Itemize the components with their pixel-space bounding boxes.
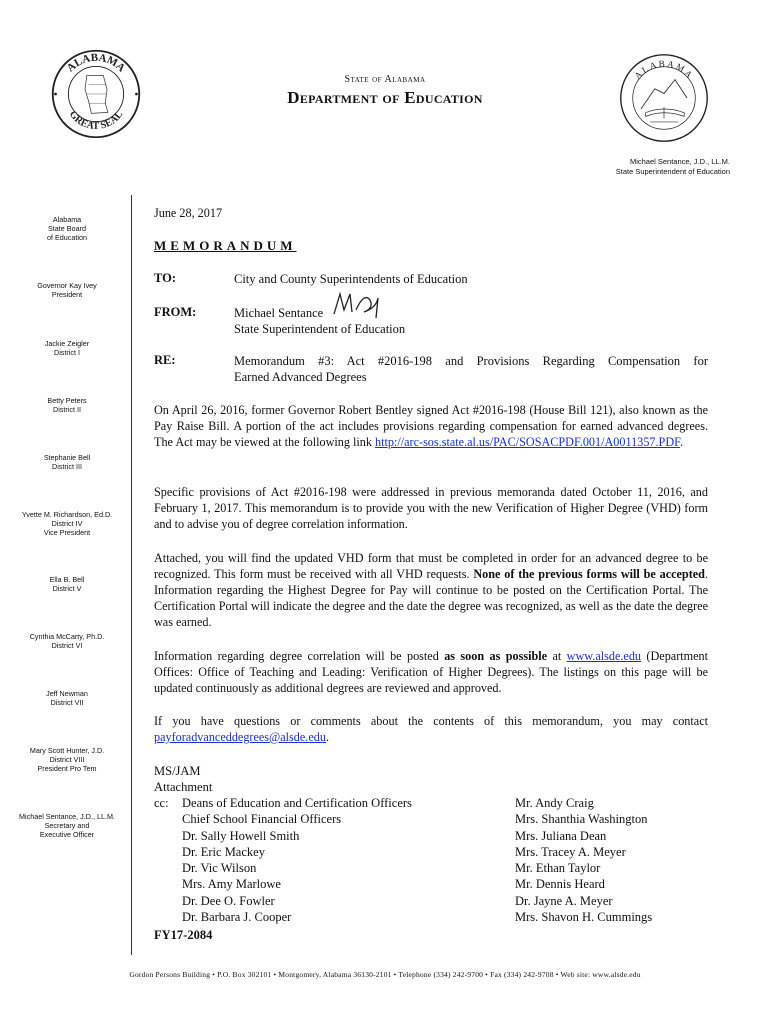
board-member [10,510,124,537]
board-member [10,396,124,414]
act-pdf-link[interactable]: http://arc-sos.state.al.us/PAC/SOSACPDF.001/A0011357.PDF [375,435,680,449]
paragraph-3-text: Attached, you will find the updated VHD form that must be completed in order for an advanced degree to be recognized. This form must be received with all VHD requests. [154,551,708,581]
board-member [10,746,124,773]
paragraph-4-text-cont: (Department Offices: Office of Teaching and Leading: Verification of Higher Degrees). The listings on this page will be updated continuously as additional degrees are reviewed and approved. [154,649,709,695]
footer-address: Gordon Persons Building • P.O. Box 302101 • Montgomery, Alabama 36130-2101 • Telephone (334) 242-9700 • Fax (334) 242-9708 • Web site: www.alsde.edu [129,970,641,979]
board-member-role: District VIII [49,755,85,764]
cc-recipient: Dr. Sally Howell Smith [182,828,300,843]
cc-recipient: Mrs. Amy Marlowe [182,877,281,892]
board-member [10,689,124,707]
board-member [10,281,124,299]
board-member-name: Stephanie Bell [43,453,91,462]
board-member-role: President Pro Tem [37,764,97,773]
re-line-2: Earned Advanced Degrees [234,370,367,384]
paragraph-3 [154,550,708,630]
cc-recipient: Mr. Dennis Heard [515,877,605,892]
reference-number: FY17-2084 [154,928,213,942]
board-member-role: Executive Officer [39,830,95,839]
board-member-role: District III [52,462,82,471]
from-label: FROM: [154,305,197,319]
cc-recipient: Chief School Financial Officers [182,812,342,827]
cc-recipient: Dr. Jayne A. Meyer [515,893,613,908]
board-heading-line: State Board [48,224,86,233]
board-heading-line: Alabama [52,215,82,224]
paragraph-4-text-at: at [547,649,567,663]
board-member-name: Michael Sentance, J.D., LL.M. [19,812,115,821]
cc-recipient: Mrs. Shavon H. Cummings [515,910,653,925]
cc-recipient: Mrs. Juliana Dean [515,828,607,843]
state-heading: State of Alabama [344,74,426,85]
cc-recipient: Dr. Dee O. Fowler [182,893,275,908]
paragraph-1-end: . [679,435,683,449]
board-member-role: District VI [51,641,83,650]
signature-initials [330,290,386,324]
board-member-role: District IV [51,519,83,528]
board-member-role: District VII [50,698,84,707]
board-member-name: Governor Kay Ivey [37,281,97,290]
from-title: State Superintendent of Education [234,322,406,336]
paragraph-4 [154,648,708,696]
cc-recipient: Deans of Education and Certification Officers [182,796,412,810]
board-member-name: Jackie Zeigler [44,339,90,348]
board-member [10,339,124,357]
column-divider [131,195,132,955]
board-member-name: Cynthia McCarty, Ph.D. [29,632,105,641]
alsde-website-link[interactable]: www.alsde.edu [566,649,642,663]
paragraph-1 [154,402,708,450]
paragraph-3-text-cont: . Information regarding the Highest Degree for Pay will continue to be posted on the Certification Portal. The Certification Portal will indicate the degree and the date the degree was recognized, as well as the date the degree was earned. [154,567,709,629]
board-heading [10,215,124,242]
paragraph-4-bold: as soon as possible [444,649,548,663]
superintendent-title: State Superintendent of Education [615,167,730,176]
cc-recipient: Dr. Vic Wilson [182,861,257,876]
cc-list-right [515,795,652,925]
board-member-role: Secretary and [44,821,90,830]
to-label: TO: [154,271,176,285]
board-member-name: Jeff Newman [46,689,88,698]
paragraph-2: Specific provisions of Act #2016-198 were addressed in previous memoranda dated October 11, 2016, and February 1, 2017. This memorandum is to provide you with the new Verification of Higher Degree (VHD) form and to advise you of degree correlation information. [154,485,708,531]
cc-recipient: Mrs. Shanthia Washington [515,812,648,827]
board-member [10,632,124,650]
board-member [10,812,124,839]
board-member-role: District II [53,405,81,414]
paragraph-5-end: . [325,730,329,744]
cc-label: cc: [154,796,169,810]
cc-recipient: Mr. Andy Craig [515,796,594,810]
superintendent-name: Michael Sentance, J.D., LL.M. [629,157,730,166]
paragraph-5-text: If you have questions or comments about the contents of this memorandum, you may contact [154,714,708,728]
paragraph-1-text: On April 26, 2016, former Governor Robert Bentley signed Act #2016-198 (House Bill 121), also known as the Pay Raise Bill. A portion of the act includes provisions regarding compensation for earned advanced degrees. The Act may be viewed at the following link [154,403,708,449]
board-member [10,575,124,593]
contact-email-link[interactable]: payforadvanceddegrees@alsde.edu [154,730,326,744]
cc-recipient: Mr. Ethan Taylor [515,861,601,876]
board-member-role: Vice President [43,528,91,537]
to-value: City and County Superintendents of Education [234,272,468,286]
attachment-note: Attachment [154,780,213,794]
board-member-name: Betty Peters [47,396,87,405]
svg-text:ALABAMA: ALABAMA [632,58,696,82]
board-member [10,453,124,471]
board-member-name: Mary Scott Hunter, J.D. [29,746,105,755]
memo-title: MEMORANDUM [154,238,297,253]
from-name: Michael Sentance [234,306,324,320]
memo-initials: MS/JAM [154,764,201,778]
svg-text:ALABAMA: ALABAMA [64,51,128,75]
board-member-name: Yvette M. Richardson, Ed.D. [21,510,113,519]
paragraph-4-text: Information regarding degree correlation will be posted [154,649,445,663]
cc-recipient: Dr. Eric Mackey [182,844,265,859]
board-member-role: District V [52,584,82,593]
board-member-role: District I [54,348,80,357]
re-line-1: Memorandum #3: Act #2016-198 and Provisions Regarding Compensation for [234,354,708,368]
board-heading-line: of Education [47,233,87,242]
department-heading: Department of Education [287,88,483,107]
board-member-name: Ella B. Bell [49,575,85,584]
cc-recipient: Mrs. Tracey A. Meyer [515,844,626,859]
memo-date: June 28, 2017 [154,206,223,220]
cc-list-left [182,795,412,925]
paragraph-3-bold: None of the previous forms will be accepted [473,567,705,581]
svg-text:GREAT SEAL: GREAT SEAL [66,109,126,132]
paragraph-5 [154,713,708,745]
cc-recipient: Dr. Barbara J. Cooper [182,910,292,925]
re-label: RE: [154,353,176,367]
board-member-role: President [51,290,83,299]
